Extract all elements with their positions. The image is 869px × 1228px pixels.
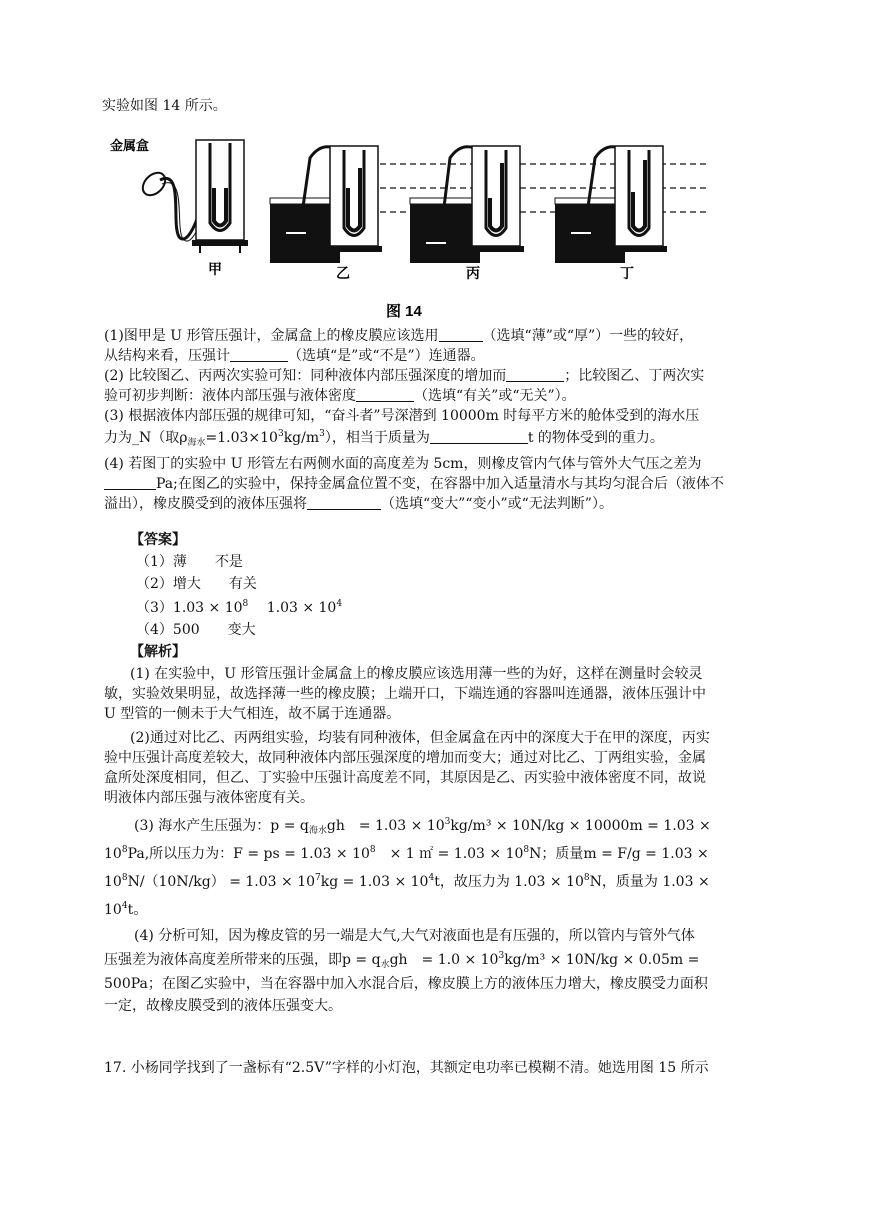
label-ding: 丁 <box>620 265 634 281</box>
answer-line4: （4）500 变大 <box>136 622 256 638</box>
answer-line3: $(3)1.03 \times 10^8$ $1.03 \times 10^4$ <box>136 599 343 616</box>
q4-line2: Pa;在图乙的实验中，保持金属盒位置不变，在容器中加入适量清水与其均匀混合后（液体不 <box>104 474 724 494</box>
blank-q2-2[interactable] <box>356 387 414 402</box>
apparatus-jia <box>138 140 248 253</box>
analysis-p3-l4: $10^4t$。 <box>104 901 148 918</box>
answer-line2: （2）增大 有关 <box>136 576 257 592</box>
analysis-p3-l1: (3) 海水产生压强为：$p = q_{海水}gh$ = $1.03 \times 10^3kg/m^3 \times 10N/kg \times 10000m = 1.03$ × <box>134 817 711 836</box>
q3-line1: (3) 根据液体内部压强的规律可知，“奋斗者”号深潜到 10000m 时每平方米的舱体受到的海水压 <box>104 408 700 424</box>
analysis-p1-l2: 敏，实验效果明显，故选择薄一些的橡皮膜；上端开口，下端连通的容器叫连通器，液体压强计中 <box>104 686 706 702</box>
analysis-p1-l3: U 型管的一侧未于大气相连，故不属于连通器。 <box>104 706 401 722</box>
blank-q4-2[interactable] <box>307 495 381 510</box>
q4-line1: (4) 若图丁的实验中 U 形管左右两侧水面的高度差为 5cm，则橡皮管内气体与管外大气压之差为 <box>104 456 702 472</box>
q1-line2: 从结构来看，压强计 （选填“是”或“不是”）连通器。 <box>104 348 485 364</box>
analysis-p2-l4: 明液体内部压强与液体密度有关。 <box>104 790 314 806</box>
label-jia: 甲 <box>208 261 222 277</box>
analysis-p4-l1: (4) 分析可知，因为橡皮管的另一端是大气,大气对液面也是有压强的，所以管内与管外气体 <box>134 928 695 944</box>
q2-line1: (2) 比较图乙、丙两次实验可知：同种液体内部压强深度的增加而 ；比较图乙、丁两次实 <box>104 368 705 384</box>
answer-title: 【答案】 <box>130 532 186 548</box>
blank-q1-2[interactable] <box>230 347 288 362</box>
analysis-p4-l4: 一定，故橡皮膜受到的液体压强变大。 <box>104 998 342 1014</box>
blank-q2-1[interactable] <box>506 367 564 382</box>
figure-label-metal-box: 金属盒 <box>110 138 150 153</box>
blank-q3-1[interactable] <box>430 429 528 444</box>
apparatus-bing <box>410 146 524 263</box>
analysis-p3-l2: $10^8Pa$,所以压力为：F = ps = $1.03 \times 10^8$ × 1 ㎡ = $1.03 \times 10^8N$；质量m = F/g = 1.03 × <box>104 845 709 862</box>
q1-line1: (1)图甲是 U 形管压强计，金属盒上的橡皮膜应该选用 （选填“薄”或“厚”）一些的较好， <box>104 328 694 344</box>
q4-line3: 溢出），橡皮膜受到的液体压强将 （选填“变大”“变小”或“无法判断”）。 <box>104 496 613 512</box>
analysis-p1-l1: (1) 在实验中，U 形管压强计金属盒上的橡皮膜应该选用薄一些的为好，这样在测量时会较灵 <box>130 666 703 682</box>
analysis-p2-l2: 验中压强计高度差较大，故同种液体内部压强深度的增加而变大；通过对比乙、丁两组实验，金属 <box>104 750 706 766</box>
answer-line1: （1）薄 不是 <box>136 554 243 570</box>
figure-14 <box>110 128 770 324</box>
blank-q1-1[interactable] <box>439 327 483 342</box>
analysis-p4-l2: 压强差为液体高度差所带来的压强，即$p = q_水gh$ = $1.0 \times 10^3kg/m^3 \times 10N/kg \times 0.05m$ = <box>104 951 700 970</box>
intro-line: 实验如图 14 所示。 <box>102 98 227 114</box>
analysis-p4-l3: 500Pa；在图乙实验中，当在容器中加入水混合后，橡皮膜上方的液体压力增大，橡皮膜受力面积 <box>104 976 708 992</box>
analysis-p2-l1: (2)通过对比乙、丙两组实验，均装有同种液体，但金属盒在丙中的深度大于在甲的深度，丙实 <box>130 730 710 746</box>
label-yi: 乙 <box>336 265 350 281</box>
blank-q4-1[interactable] <box>104 475 156 490</box>
apparatus-yi <box>270 146 382 263</box>
q3-line2: 力为_N（取$\rho_{海水}=1.03\times 10^3kg/m^3$），相当于质量为 t 的物体受到的重力。 <box>104 429 664 448</box>
analysis-p3-l3: $10^8N/(10N/kg) = 1.03 \times 10^7kg = 1.03 \times 10^4t$，故压力为 $1.03 \times 10^8N$，质量为 1.03 × <box>104 873 710 890</box>
label-bing: 丙 <box>466 265 480 281</box>
figure-caption: 图 14 <box>386 303 422 320</box>
analysis-p2-l3: 盒所处深度相同，但乙、丁实验中压强计高度差不同，其原因是乙、丙实验中液体密度不同，故说 <box>104 770 706 786</box>
q2-line2: 验可初步判断：液体内部压强与液体密度 （选填“有关”或“无关”）。 <box>104 388 576 404</box>
analysis-title: 【解析】 <box>130 644 186 660</box>
question-17-line1: 17. 小杨同学找到了一盏标有“2.5V”字样的小灯泡，其额定电功率已模糊不清。她选用图 15 所示 <box>104 1060 709 1076</box>
